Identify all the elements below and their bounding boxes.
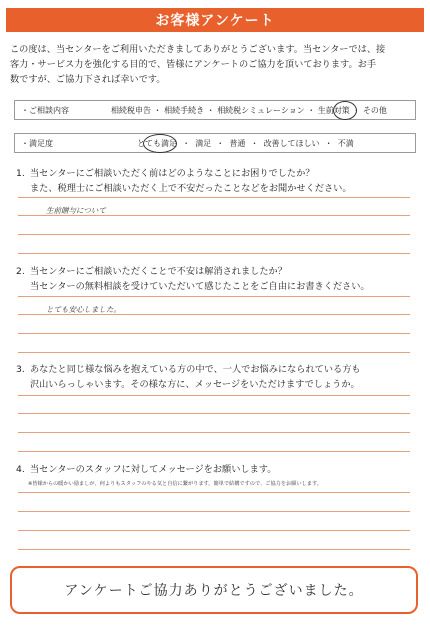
question-text: 当センターのスタッフに対してメッセージをお願いします。 — [30, 464, 277, 475]
answer-line — [18, 530, 410, 531]
answer-line — [18, 215, 410, 216]
selection-circle — [143, 134, 177, 153]
answer-line — [18, 253, 410, 254]
answer-line — [18, 413, 410, 414]
satisfaction-option-selected[interactable]: とても満足 — [137, 139, 177, 148]
separator: ・ — [352, 106, 361, 115]
answer-line — [18, 511, 410, 512]
intro-line: 客力・サービス力を強化する目的で、皆様にアンケートのご協力を頂いております。お手 — [10, 59, 377, 70]
satisfaction-option[interactable]: 普通 — [229, 139, 246, 148]
question-text: 沢山いらっしゃいます。その様な方に、メッセージをいただけますでしょうか。 — [30, 379, 360, 390]
title-bar — [6, 8, 424, 32]
question-1 — [16, 166, 416, 196]
answer-line — [18, 395, 410, 396]
consultation-option[interactable]: その他 — [362, 106, 387, 115]
separator: ・ — [182, 139, 191, 148]
thanks-text: アンケートご協力ありがとうございました。 — [64, 583, 364, 599]
intro-line: 数ですが、ご協力下されば幸いです。 — [10, 74, 166, 85]
handwritten-answer-1[interactable]: 生前贈与について — [46, 206, 106, 215]
separator: ・ — [216, 139, 225, 148]
question-text: あなたと同じ様な悩みを抱えている方の中で、一人でお悩みになられている方も — [30, 364, 361, 375]
separator: ・ — [153, 106, 162, 115]
handwritten-answer-2[interactable]: とても安心しました。 — [46, 305, 121, 314]
satisfaction-option[interactable]: 改善してほしい — [263, 139, 320, 148]
answer-line — [18, 333, 410, 334]
question-text: 当センターにご相談いただくことで不安は解消されましたか？ — [30, 266, 287, 277]
answer-line — [18, 197, 410, 198]
answer-line — [18, 314, 410, 315]
separator: ・ — [250, 139, 259, 148]
question-text: また、税理士にご相談いただく上で不安だったことなどをお聞かせください。 — [30, 183, 352, 194]
question-3 — [16, 362, 416, 392]
thanks-box — [10, 566, 418, 614]
question-4 — [16, 462, 416, 477]
consultation-option[interactable]: 相続税シミュレーション — [217, 106, 305, 115]
question-number: 1. — [16, 168, 25, 179]
answer-line — [18, 352, 410, 353]
consultation-option[interactable]: 相続税申告 — [111, 106, 151, 115]
separator: ・ — [307, 106, 316, 115]
intro-line: この度は、当センターをご利用いただきましてありがとうございます。当センターでは、接 — [10, 44, 386, 55]
answer-line — [18, 451, 410, 452]
question-number: 4. — [16, 464, 25, 475]
answer-line — [18, 492, 410, 493]
consultation-option[interactable]: 相続手続き — [164, 106, 205, 115]
answer-line — [18, 549, 410, 550]
consultation-label: ・ご相談内容 — [21, 106, 69, 115]
question-2 — [16, 264, 416, 294]
consultation-option-selected[interactable]: 生前対策 — [317, 106, 350, 115]
question-number: 2. — [16, 266, 25, 277]
satisfaction-option[interactable]: 不満 — [337, 139, 354, 148]
note-text: ※皆様からの暖かい励ましが、何よりもスタッフのやる気と自信に繋がります。簡単で結構ですので、ご協力をお願いします。 — [28, 481, 322, 487]
question-number: 3. — [16, 364, 25, 375]
consultation-box — [14, 100, 416, 120]
selection-circle — [333, 101, 357, 120]
separator: ・ — [324, 139, 333, 148]
page-title: お客様アンケート — [155, 13, 275, 29]
intro-text — [10, 42, 420, 87]
answer-line — [18, 234, 410, 235]
question-text: 当センターにご相談いただく前はどのようなことにお困りでしたか？ — [30, 168, 315, 179]
satisfaction-option[interactable]: 満足 — [195, 139, 212, 148]
satisfaction-label: ・満足度 — [21, 139, 53, 148]
answer-line — [18, 296, 410, 297]
question-text: 当センターの無料相談を受けていただいて感じたことをご自由にお書きください。 — [30, 281, 370, 292]
separator: ・ — [206, 106, 215, 115]
answer-line — [18, 432, 410, 433]
satisfaction-box — [14, 133, 416, 153]
